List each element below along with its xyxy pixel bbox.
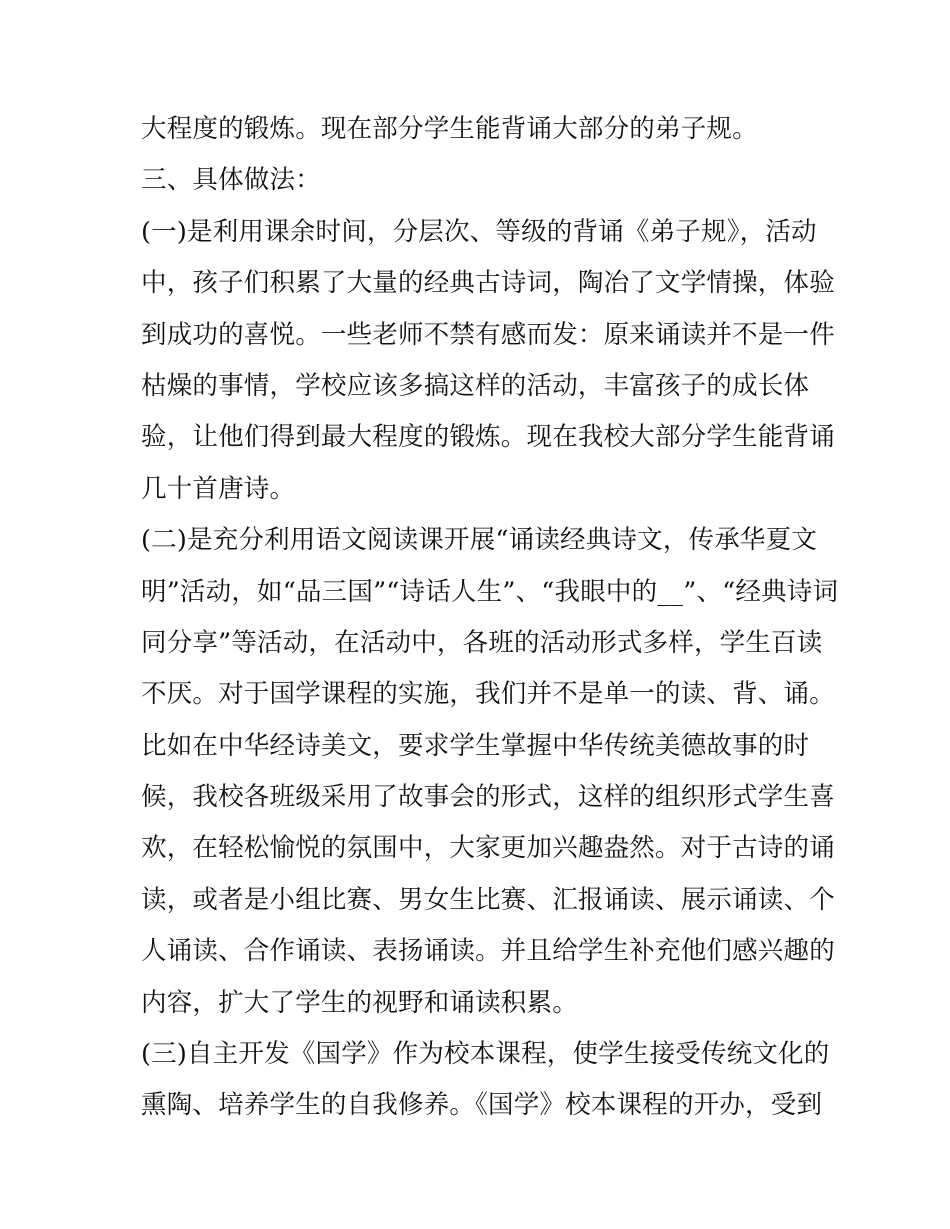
section-heading: 三、具体做法： (141, 165, 321, 196)
text-line: 人诵读、合作诵读、表扬诵读。并且给学生补充他们感兴趣的 (141, 936, 835, 967)
text-line: 大程度的锻炼。现在部分学生能背诵大部分的弟子规。 (141, 114, 758, 144)
text-line: 欢，在轻松愉悦的氛围中，大家更加兴趣盎然。对于古诗的诵 (141, 833, 835, 864)
text-line: 候，我校各班级采用了故事会的形式，这样的组织形式学生喜 (141, 782, 835, 813)
text-line: 到成功的喜悦。一些老师不禁有感而发：原来诵读并不是一件 (141, 319, 835, 350)
text-line: 中，孩子们积累了大量的经典古诗词，陶冶了文学情操，体验 (141, 268, 835, 299)
text-line: 熏陶、培养学生的自我修养。《国学》校本课程的开办，受到 (141, 1090, 823, 1121)
text-line: 枯燥的事情，学校应该多搞这样的活动，丰富孩子的成长体 (141, 370, 810, 401)
text-line: 不厌。对于国学课程的实施，我们并不是单一的读、背、诵。 (141, 679, 835, 710)
text-line: 读，或者是小组比赛、男女生比赛、汇报诵读、展示诵读、个 (141, 884, 835, 915)
text-line: (一)是利用课余时间，分层次、等级的背诵《弟子规》，活动 (141, 216, 817, 247)
body-text (141, 104, 839, 1132)
text-line: (三)自主开发《国学》作为校本课程，使学生接受传统文化的 (141, 1039, 830, 1070)
text-line: 验，让他们得到最大程度的锻炼。现在我校大部分学生能背诵 (141, 422, 835, 453)
text-line: 明”活动，如“品三国”“诗话人生”、“我眼中的__”、“经典诗词 (141, 576, 839, 607)
text-line: (二)是充分利用语文阅读课开展“诵读经典诗文，传承华夏文 (141, 525, 818, 556)
text-line: 内容，扩大了学生的视野和诵读积累。 (141, 987, 578, 1018)
text-line: 比如在中华经诗美文，要求学生掌握中华传统美德故事的时 (141, 730, 810, 761)
text-line: 几十首唐诗。 (141, 473, 296, 504)
text-line: 同分享”等活动，在活动中，各班的活动形式多样，学生百读 (141, 627, 823, 658)
